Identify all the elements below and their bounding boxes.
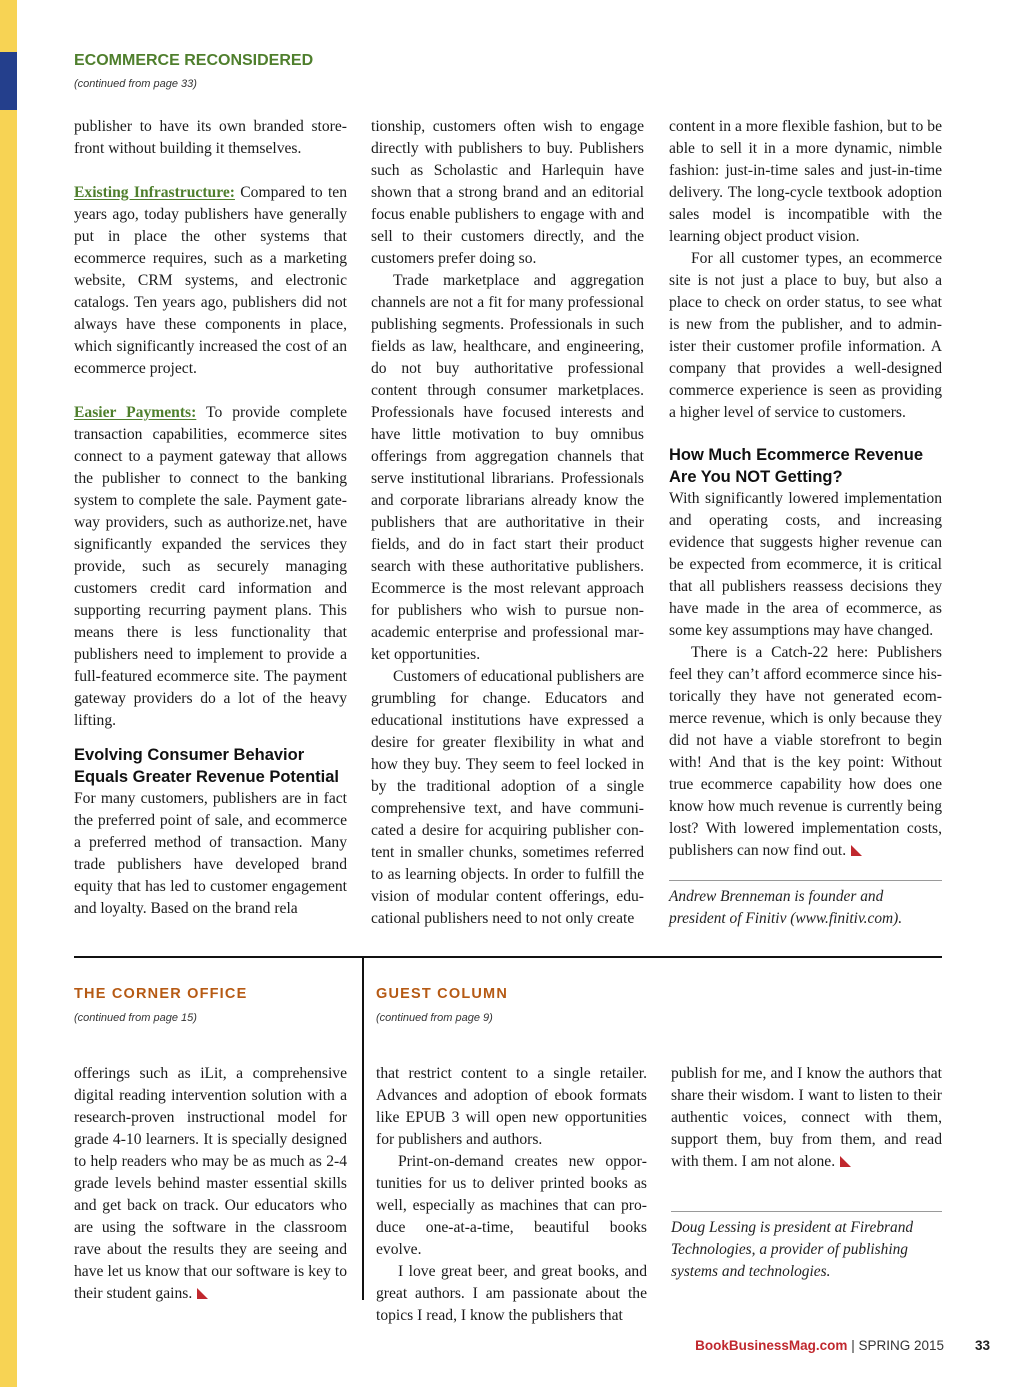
paragraph: Trade marketplace and aggregation channels are not a fit for many professional publishing segments. Professionals in such fields as law, healthcare, and engineering, do not buy authoritative professional content through consumer marketplaces. Professionals have focused interests and have little motivation to buy omnibus offerings from aggregation channels that serve institutional librarians. Professionals and corporate librarians already know the publishers that are authoritative in their fields, and do in fact start their product search with these authoritative publishers. Ecommerce is the most relevant approach for publishers who wish to pursue non-academic enterprise and professional market opportunities. (371, 272, 644, 663)
section-divider-horizontal (74, 956, 942, 958)
heading-ecommerce-revenue: How Much Ecommerce Revenue Are You NOT Getting? (669, 446, 923, 486)
article1-column-1 (74, 116, 347, 920)
page-number: 33 (975, 1338, 991, 1353)
heading-evolving-consumer-behavior: Evolving Consumer Behavior Equals Greater Revenue Potential (74, 746, 340, 786)
footer-separator: | (847, 1338, 859, 1353)
end-mark-icon (197, 1288, 208, 1299)
paragraph: Customers of educational publishers are grumbling for change. Educators and educational institutions have expressed a desire for greater flexibility in what and how they buy. They seem to feel locked in by the traditional adoption of a single comprehensive text, and have communicated a desire for acquiring publisher content in smaller chunks, sometimes referred to as learning objects. In order to fulfill the vision of modular content offerings, educational publishers need to not only create (371, 668, 644, 927)
page-edge-tab (0, 52, 17, 110)
continued-note: (continued from page 33) (74, 78, 197, 90)
paragraph: For many customers, publishers are in fact the preferred point of sale, and ecommerce a preferred method of transaction. Many trade publishers have developed brand equity that has led to customer engagement and loyalty. Based on the brand rela (74, 790, 347, 917)
footer-issue: SPRING 2015 (858, 1338, 944, 1353)
section-title-guest-column: GUEST COLUMN (376, 986, 509, 1002)
end-mark-icon (851, 845, 862, 856)
paragraph-text: To provide complete transaction capabilities, ecommerce sites connect to a payment gateway that allows the publisher to connect to the banking system to complete the sale. Payment gateway providers, such as authorize.net, have significantly expanded the services they provide, such as securely managing customers credit card information and supporting recurring payment plans. This means there is less functionality that publishers need to implement to provide a full-featured ecommerce site. The payment gateway providers do a lot of the heavy lifting. (74, 404, 348, 729)
paragraph (671, 1063, 942, 1173)
bio-divider (671, 1211, 942, 1212)
continued-note: (continued from page 9) (376, 1012, 493, 1024)
paragraph: I love great beer, and great books, and great authors. I am passionate about the topics I read, I know the publishers that (376, 1263, 647, 1324)
page-edge-yellow (0, 0, 17, 1387)
subhead-easier-payments: Easier Payments: (74, 404, 197, 421)
paragraph: tionship, customers often wish to engage directly with publishers to buy. Publishers such as Scholastic and Harlequin have shown that a strong brand and an editorial focus enable publishers to engage with and sell to their customers directly, and the customers prefer doing so. (371, 118, 644, 267)
footer-site-link[interactable]: BookBusinessMag.com (695, 1338, 848, 1353)
paragraph-text: publish for me, and I know the authors that share their wisdom. I want to listen to their authentic voices, connect with them, support them, buy from them, and read with them. I am not alone. (671, 1065, 942, 1170)
article3-column-1 (376, 1063, 647, 1327)
paragraph-text: Compared to ten years ago, today publishers have generally put in place the other systems that ecommerce requires, such as a marketing website, CRM systems, and electronic catalogs. Ten years ago, publishers did not always have these components in place, which significantly increased the cost of an ecommerce project. (74, 184, 347, 377)
page-footer (695, 1338, 944, 1353)
paragraph: publisher to have its own branded storefront without building it themselves. (74, 118, 347, 157)
paragraph: With significantly lowered implementation and operating costs, and increasing evidence that suggests higher revenue can be expected from ecommerce, it is critical that all publishers reassess decisions they have made in the area of ecommerce, as some key assumptions may have changed. (669, 490, 942, 639)
paragraph-text: offerings such as iLit, a comprehensive digital reading intervention solution with a research-proven instructional model for grade 4-10 learners. It is specially designed to help readers who may be as much as 2-4 grade levels behind master essential skills and get back on track. Our educators who are using the software in the classroom rave about the results they are seeing and have let us know that our software is key to their student gains. (74, 1065, 347, 1302)
section-title-ecommerce: ECOMMERCE RECONSIDERED (74, 52, 314, 69)
bio-divider (669, 880, 942, 881)
paragraph: content in a more flexible fashion, but to be able to sell it in a more dynamic, nimble fashion: just-in-time sales and just-in-time delivery. The long-cycle textbook adoption sales model is incompatible with the learning object product vision. (669, 118, 942, 245)
section-title-corner-office: THE CORNER OFFICE (74, 986, 248, 1002)
continued-note: (continued from page 15) (74, 1012, 197, 1024)
paragraph-text: There is a Catch-22 here: Publishers feel they can’t afford ecommerce since historically they have not generated ecommerce revenue, which is only because they did not have a viable storefront to begin with! And that is the key point: Without true ecommerce capability how does one know how much revenue is currently being lost? With lowered implementation costs, publishers can now find out. (669, 644, 942, 859)
paragraph (74, 182, 347, 380)
paragraph: Print-on-demand creates new opportunities for us to deliver printed books as well, especially as machines that can produce one-at-a-time, beautiful books evolve. (376, 1153, 647, 1258)
article1-column-3 (669, 116, 942, 862)
end-mark-icon (840, 1156, 851, 1167)
subhead-existing-infrastructure: Existing Infrastructure: (74, 184, 235, 201)
article1-column-2 (371, 116, 644, 930)
paragraph (74, 1063, 347, 1305)
article3-column-2 (671, 1063, 942, 1173)
author-bio-lessing: Doug Lessing is president at Firebrand Technologies, a provider of publishing systems and technologies. (671, 1219, 914, 1280)
author-bio-brenneman: Andrew Brenneman is founder and president of Finitiv (www.finitiv.com). (669, 888, 903, 927)
article2-column (74, 1063, 347, 1305)
paragraph (74, 402, 347, 732)
paragraph: For all customer types, an ecommerce site is not just a place to buy, but also a place to check on order status, to see what is new from the publisher, and to administer their customer profile information. A company that provides a well-designed commerce experience is seen as providing a higher level of service to customers. (669, 250, 942, 421)
section-divider-vertical (362, 957, 364, 1300)
paragraph: that restrict content to a single retailer. Advances and adoption of ebook formats like EPUB 3 will open new opportunities for publishers and authors. (376, 1065, 647, 1148)
paragraph (669, 642, 942, 862)
